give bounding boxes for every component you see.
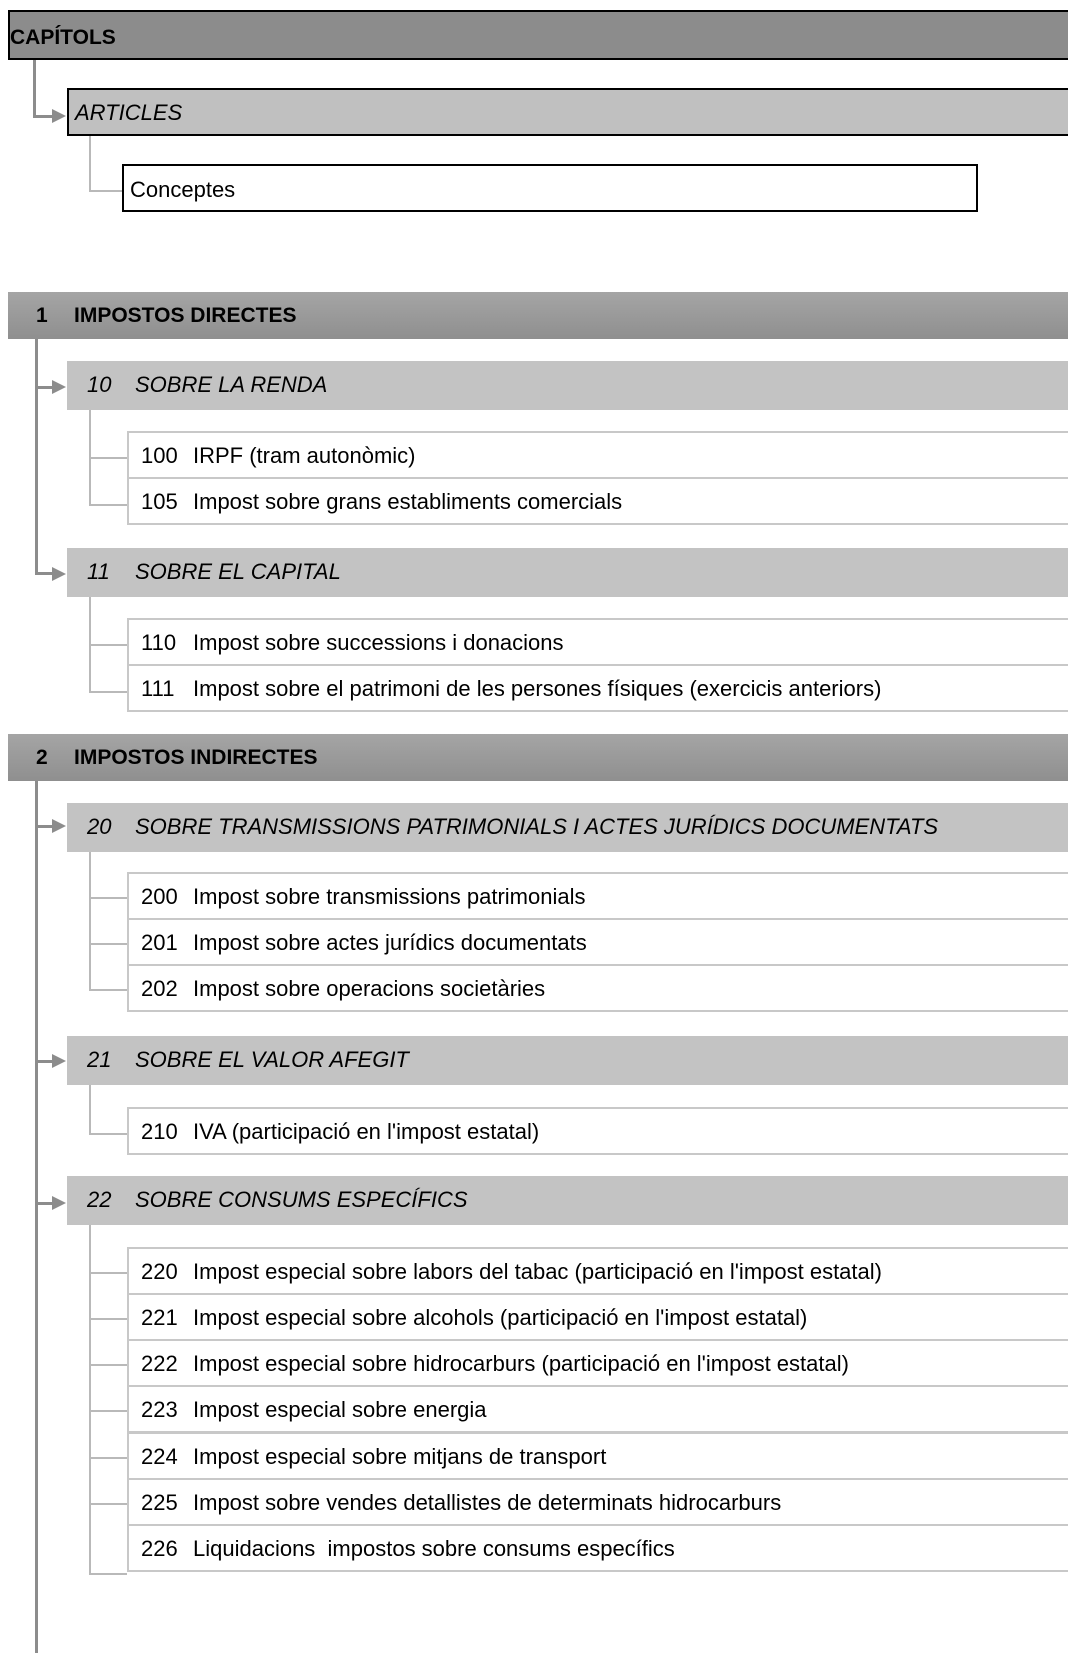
concept-224-label: Impost especial sobre mitjans de transport bbox=[193, 1444, 607, 1469]
concept-202-code: 202 bbox=[141, 976, 178, 1001]
concept-226-code: 226 bbox=[141, 1536, 178, 1561]
concept-200-code: 200 bbox=[141, 884, 178, 909]
legend-connector-vertical bbox=[33, 60, 36, 118]
concept-210-connector bbox=[89, 1133, 127, 1135]
concept-210-code: 210 bbox=[141, 1119, 178, 1144]
concept-221-connector bbox=[89, 1318, 127, 1320]
concept-200-label: Impost sobre transmissions patrimonials bbox=[193, 884, 586, 909]
article-21-title: SOBRE EL VALOR AFEGIT bbox=[135, 1047, 409, 1072]
chapter-1-number: 1 bbox=[36, 304, 48, 327]
article-21-arrow-icon bbox=[52, 1054, 66, 1068]
concept-220-label: Impost especial sobre labors del tabac (participació en l'impost estatal) bbox=[193, 1259, 882, 1284]
article-21-concept-connector bbox=[89, 1085, 91, 1135]
article-20-number: 20 bbox=[87, 814, 112, 839]
chapter-2-title: IMPOSTOS INDIRECTES bbox=[74, 746, 318, 769]
concept-222-code: 222 bbox=[141, 1351, 178, 1376]
legend-conceptes-box bbox=[122, 164, 978, 212]
concept-202-connector bbox=[89, 989, 127, 991]
legend-capitols-box bbox=[8, 10, 1068, 60]
chapter-1-connector bbox=[35, 339, 38, 575]
concept-224-connector bbox=[89, 1457, 127, 1459]
concept-226-label: Liquidacions impostos sobre consums específics bbox=[193, 1536, 675, 1561]
concept-225-connector bbox=[89, 1503, 127, 1505]
concept-110-label: Impost sobre successions i donacions bbox=[193, 630, 564, 655]
article-11-number: 11 bbox=[87, 559, 110, 584]
concept-111-code: 111 bbox=[141, 676, 175, 701]
legend-sub-connector-horizontal bbox=[89, 190, 124, 192]
legend-articles-box bbox=[67, 88, 1068, 136]
concept-221-code: 221 bbox=[141, 1305, 178, 1330]
article-10-arrow-icon bbox=[52, 380, 66, 394]
legend-conceptes-label: Conceptes bbox=[130, 177, 236, 202]
concept-225-code: 225 bbox=[141, 1490, 178, 1515]
concept-223-connector bbox=[89, 1410, 127, 1412]
chapter-1-title: IMPOSTOS DIRECTES bbox=[74, 304, 297, 327]
legend-capitols-label: CAPÍTOLS bbox=[10, 26, 116, 49]
article-22-title: SOBRE CONSUMS ESPECÍFICS bbox=[135, 1187, 468, 1212]
concept-105-label: Impost sobre grans establiments comercials bbox=[193, 489, 623, 514]
concept-222-connector bbox=[89, 1364, 127, 1366]
article-11-arrow-icon bbox=[52, 567, 66, 581]
article-20-title: SOBRE TRANSMISSIONS PATRIMONIALS I ACTES JURÍDICS DOCUMENTATS bbox=[135, 814, 939, 839]
concept-105-connector bbox=[89, 504, 127, 506]
concept-224-code: 224 bbox=[141, 1444, 178, 1469]
concept-200-connector bbox=[89, 897, 127, 899]
article-11-title: SOBRE EL CAPITAL bbox=[135, 559, 341, 584]
concept-100-label: IRPF (tram autonòmic) bbox=[193, 443, 416, 468]
legend-sub-connector-vertical bbox=[89, 136, 91, 192]
concept-100-code: 100 bbox=[141, 443, 178, 468]
concept-105-code: 105 bbox=[141, 489, 178, 514]
concept-226-connector bbox=[89, 1573, 127, 1575]
concept-111-label: Impost sobre el patrimoni de les persones físiques (exercicis anteriors) bbox=[193, 676, 882, 701]
concept-220-connector bbox=[89, 1272, 127, 1274]
chapter-2-number: 2 bbox=[36, 746, 48, 769]
article-10-title: SOBRE LA RENDA bbox=[135, 372, 328, 397]
legend-arrow-icon bbox=[52, 109, 66, 123]
concept-110-code: 110 bbox=[141, 630, 177, 655]
concept-223-code: 223 bbox=[141, 1397, 178, 1422]
article-22-arrow-icon bbox=[52, 1196, 66, 1210]
concept-222-label: Impost especial sobre hidrocarburs (participació en l'impost estatal) bbox=[193, 1351, 849, 1376]
concept-210-label: IVA (participació en l'impost estatal) bbox=[193, 1119, 540, 1144]
concept-225-label: Impost sobre vendes detallistes de determinats hidrocarburs bbox=[193, 1490, 782, 1515]
concept-201-code: 201 bbox=[141, 930, 178, 955]
concept-100-connector bbox=[89, 457, 127, 459]
article-22-number: 22 bbox=[87, 1187, 112, 1212]
chapter-2-connector bbox=[35, 781, 38, 1653]
concept-220-code: 220 bbox=[141, 1259, 178, 1284]
concept-202-label: Impost sobre operacions societàries bbox=[193, 976, 546, 1001]
article-10-number: 10 bbox=[87, 372, 112, 397]
legend-articles-label: ARTICLES bbox=[75, 100, 183, 125]
concept-201-label: Impost sobre actes jurídics documentats bbox=[193, 930, 587, 955]
concept-201-connector bbox=[89, 943, 127, 945]
article-22-concept-connector bbox=[89, 1225, 91, 1575]
concept-221-label: Impost especial sobre alcohols (participació en l'impost estatal) bbox=[193, 1305, 808, 1330]
article-20-arrow-icon bbox=[52, 819, 66, 833]
concept-110-connector bbox=[89, 644, 127, 646]
concept-111-connector bbox=[89, 691, 127, 693]
article-21-number: 21 bbox=[87, 1047, 112, 1072]
concept-223-label: Impost especial sobre energia bbox=[193, 1397, 487, 1422]
article-20-concept-connector bbox=[89, 852, 91, 990]
